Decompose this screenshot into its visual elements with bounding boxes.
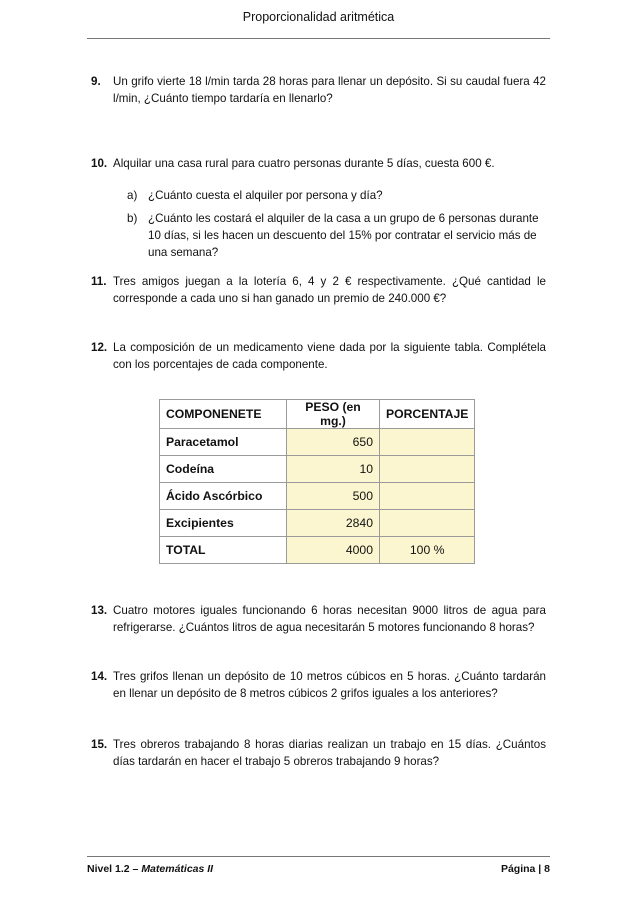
- question-9: [91, 73, 546, 107]
- column-header: COMPONENETE: [160, 400, 287, 429]
- footer-subject: Matemáticas II: [141, 863, 214, 875]
- question-text: Un grifo vierte 18 l/min tarda 28 horas para llenar un depósito. Si su caudal fuera 42 l/min, ¿Cuánto tiempo tardaría en llenarlo?: [113, 75, 546, 105]
- question-number: 10.: [91, 157, 108, 170]
- question-text: Tres grifos llenan un depósito de 10 metros cúbicos en 5 horas. ¿Cuánto tardarán en llenar un depósito de 8 metros cúbicos 2 grifos iguales a los anteriores?: [113, 670, 546, 700]
- question-11: [91, 273, 546, 307]
- question-text: Tres amigos juegan a la lotería 6, 4 y 2 € respectivamente. ¿Qué cantidad le corresponde a cada uno si han ganado un premio de 240.000 €?: [113, 275, 546, 305]
- footer-rule: [87, 856, 550, 857]
- component-weight: 650: [287, 429, 380, 456]
- column-header: PESO (en mg.): [287, 400, 380, 429]
- table-total-row: [160, 537, 475, 564]
- question-number: 9.: [91, 75, 101, 88]
- question-number: 11.: [91, 275, 107, 288]
- question-text: La composición de un medicamento viene dada por la siguiente tabla. Complétela con los porcentajes de cada componente.: [113, 341, 546, 371]
- question-12: [91, 339, 546, 373]
- component-name: Excipientes: [160, 510, 287, 537]
- table-row: [160, 456, 475, 483]
- footer-level: Nivel 1.2: [87, 863, 130, 875]
- question-15: [91, 736, 546, 770]
- question-text: Alquilar una casa rural para cuatro personas durante 5 días, cuesta 600 €.: [113, 157, 495, 170]
- question-number: 13.: [91, 604, 108, 617]
- question-text: Tres obreros trabajando 8 horas diarias realizan un trabajo en 15 días. ¿Cuántos días tardarán en hacer el trabajo 5 obreros trabajando 9 horas?: [113, 738, 546, 768]
- question-text: Cuatro motores iguales funcionando 6 horas necesitan 9000 litros de agua para refrigerarse. ¿Cuántos litros de agua necesitarán 5 motores funcionando 8 horas?: [113, 604, 546, 634]
- total-label: TOTAL: [160, 537, 287, 564]
- composition-table: [159, 399, 475, 564]
- component-percentage: [380, 510, 475, 537]
- header-rule: [87, 38, 550, 39]
- question-number: 14.: [91, 670, 108, 683]
- component-percentage: [380, 456, 475, 483]
- question-number: 12.: [91, 341, 108, 354]
- part-letter: a): [127, 189, 138, 202]
- component-name: Codeína: [160, 456, 287, 483]
- component-percentage: [380, 483, 475, 510]
- footer-course: [87, 863, 213, 875]
- page-header-title: Proporcionalidad aritmética: [242, 10, 395, 24]
- part-letter: b): [127, 212, 138, 225]
- question-10-part-b: [127, 210, 546, 261]
- page-number: Página | 8: [500, 863, 550, 875]
- component-weight: 500: [287, 483, 380, 510]
- table-row: [160, 483, 475, 510]
- component-weight: 10: [287, 456, 380, 483]
- total-percentage: 100 %: [380, 537, 475, 564]
- component-percentage: [380, 429, 475, 456]
- question-13: [91, 602, 546, 636]
- column-header: PORCENTAJE: [380, 400, 475, 429]
- total-weight: 4000: [287, 537, 380, 564]
- component-name: Paracetamol: [160, 429, 287, 456]
- question-14: [91, 668, 546, 702]
- part-text: ¿Cuánto cuesta el alquiler por persona y día?: [148, 189, 383, 202]
- component-name: Ácido Ascórbico: [160, 483, 287, 510]
- question-10-part-a: [127, 187, 546, 204]
- footer-separator: –: [129, 863, 142, 875]
- table-row: [160, 510, 475, 537]
- question-10: [91, 155, 546, 172]
- question-number: 15.: [91, 738, 108, 751]
- component-weight: 2840: [287, 510, 380, 537]
- table-header-row: [160, 400, 475, 429]
- part-text: ¿Cuánto les costará el alquiler de la casa a un grupo de 6 personas durante 10 días, si les hacen un descuento del 15% por contratar el servicio más de una semana?: [148, 212, 539, 259]
- table-row: [160, 429, 475, 456]
